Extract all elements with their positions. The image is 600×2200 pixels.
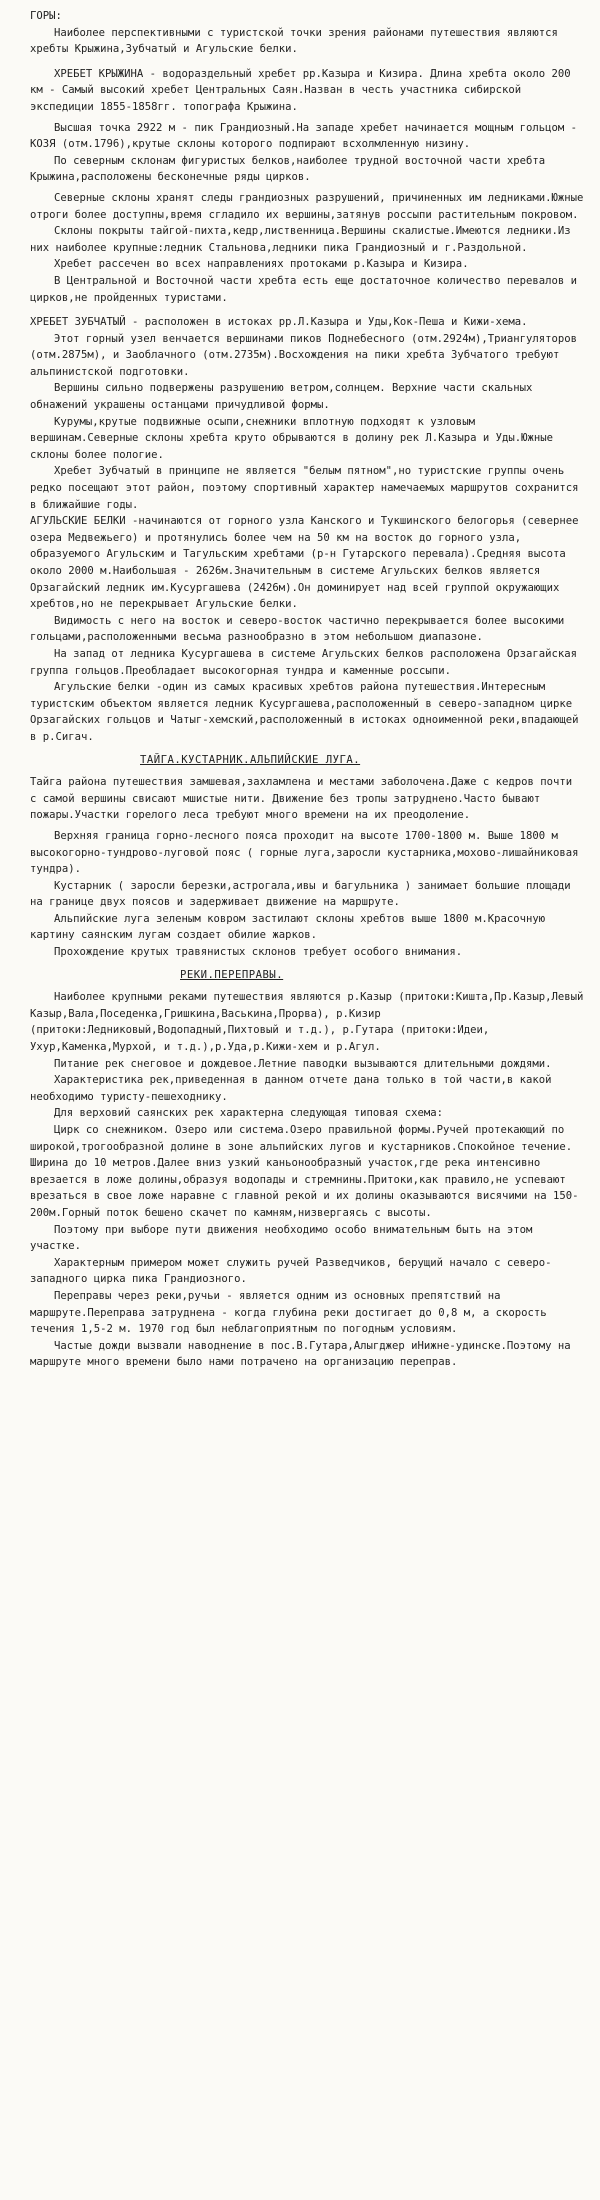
section-title-reki: РЕКИ.ПЕРЕПРАВЫ. xyxy=(180,968,284,981)
reki-paragraph-8: Переправы через реки,ручьи - является одним из основных препятствий на маршруте.Переправа затруднена - когда глубина реки достигает до 0,8 м, а скорость течения 1,5-2 м. 1970 год был неблагоприятным по погодным условиям. xyxy=(30,1289,547,1336)
taiga-paragraph-2: Верхняя граница горно-лесного пояса проходит на высоте 1700-1800 м. Выше 1800 м высокогорно-тундрово-луговой пояс ( горные луга,заросли кустарника,мохово-лишайниковая тундра). xyxy=(30,829,579,876)
kryzhin-paragraph-2: Высшая точка 2922 м - пик Грандиозный.На западе хребет начинается мощным гольцом - КОЗЯ (отм.1796),крутые склоны которого подпирают всхолмленную низину. xyxy=(30,121,577,151)
taiga-paragraph-4: Альпийские луга зеленым ковром застилают склоны хребтов выше 1800 м.Красочную картину саянским лугам создает обилие жарков. xyxy=(30,912,546,942)
kryzhin-paragraph-5: Склоны покрыты тайгой-пихта,кедр,лиственница.Вершины скалистые.Имеются ледники.Из них наиболее крупные:ледник Стальнова,ледники пика Грандиозный и г.Раздольной. xyxy=(30,225,571,254)
reki-paragraph-7: Характерным примером может служить ручей Разведчиков, берущий начало с северо-западного цирка пика Грандиозного. xyxy=(30,1256,552,1286)
zubchaty-paragraph-4: Курумы,крутые подвижные осыпи,снежники вплотную подходят к узловым вершинам.Северные склоны хребта круто обрываются в долину рек Л.Казыра и Уды.Южные склоны более пологие. xyxy=(30,415,553,461)
kryzhin-paragraph-3: По северным склонам фигуристых белков,наиболее трудной восточной части хребта Крыжина,расположены бесконечные ряды цирков. xyxy=(30,154,546,184)
kryzhin-paragraph-4: Северные склоны хранят следы грандиозных разрушений, причиненных им ледниками.Южные отроги более доступны,время сгладило их вершины,затянув россыпи растительным покровом. xyxy=(30,191,584,221)
taiga-paragraph-5: Прохождение крутых травянистых склонов требует особого внимания. xyxy=(54,946,463,959)
reki-paragraph-2: Питание рек снеговое и дождевое.Летние паводки вызываются длительными дождями. xyxy=(54,1057,552,1070)
zubchaty-paragraph-2: Этот горный узел венчается вершинами пиков Поднебесного (отм.2924м),Триангуляторов (отм.2875м), и Заоблачного (отм.2735м).Восхождения на пики хребта Зубчатого требуют альпинистской подготовки. xyxy=(30,332,577,378)
agulskie-paragraph-4: Агульские белки -один из самых красивых хребтов района путешествия.Интересным туристским объектом является ледник Кусургашева,расположенный в северо-западном цирке Орзагайских гольцов и Чатыг-хемский,расположенный в истоках одноименной реки,впадающей в р.Сигач. xyxy=(30,681,579,743)
reki-paragraph-5: Цирк со снежником. Озеро или система.Озеро правильной формы.Ручей протекающий по широкой,трогообразной долине в зоне альпийских лугов и кустарников.Спокойное течение. Ширина до 10 метров.Далее вниз узкий каньонообразный участок,где река интенсивно врезается в ложе долины,образуя водопады и стремнины.Притоки,как правило,не успевают врезаться в свое ложе наравне с главной рекой и их долины оказываются висячими на 150-200м.Горный поток бешено скачет по камням,низвергаясь с высоты. xyxy=(30,1124,579,1219)
reki-paragraph-3: Характеристика рек,приведенная в данном отчете дана только в той части,в какой необходимо туристу-пешеходнику. xyxy=(30,1074,552,1103)
reki-paragraph-9: Частые дожди вызвали наводнение в пос.В.Гутара,Алыгджер иНижне-удинске.Поэтому на маршруте много времени было нами потрачено на организацию переправ. xyxy=(30,1339,571,1369)
zubchaty-paragraph-3: Вершины сильно подвержены разрушению ветром,солнцем. Верхние части скальных обнажений украшены останцами причудливой формы. xyxy=(30,382,533,412)
taiga-paragraph-1: Тайга района путешествия замшевая,захламлена и местами заболочена.Даже с кедров почти с самой вершины свисают мшистые нити. Движение без тропы затруднено.Часто бывают пожары.Участки горелого леса требуют много времени на их преодоление. xyxy=(30,776,573,822)
reki-paragraph-6: Поэтому при выборе пути движения необходимо особо внимательным быть на этом участке. xyxy=(30,1223,533,1253)
agulskie-paragraph-3: На запад от ледника Кусургашева в системе Агульских белков расположена Орзагайская группа гольцов.Преобладает высокогорная тундра и каменные россыпи. xyxy=(30,647,577,677)
kryzhin-paragraph-7: В Центральной и Восточной части хребта есть еще достаточное количество перевалов и цирков,не пройденных туристами. xyxy=(30,274,577,304)
reki-paragraph-4: Для верховий саянских рек характерна следующая типовая схема: xyxy=(54,1107,444,1120)
zubchaty-paragraph-5: Хребет Зубчатый в принципе не является "белым пятном",но туристские группы очень редко посещают этот район, поэтому спортивный характер намечаемых маршрутов сохранится в ближайшие годы. xyxy=(30,465,579,511)
kryzhin-paragraph-6: Хребет рассечен во всех направлениях протоками р.Казыра и Кизира. xyxy=(54,258,469,271)
kryzhin-paragraph-1: ХРЕБЕТ КРЫЖИНА - водораздельный хребет рр.Казыра и Кизира. Длина хребта около 200 км - Самый высокий хребет Центральных Саян.Назван в честь участника сибирской экспедиции 1855-1858гг. топографа Крыжина. xyxy=(30,67,571,113)
taiga-paragraph-3: Кустарник ( заросли березки,астрогала,ивы и багульника ) занимает большие площади на границе двух поясов и задерживает движение на маршруте. xyxy=(30,879,571,909)
section-title-taiga: ТАЙГА.КУСТАРНИК.АЛЬПИЙСКИЕ ЛУГА. xyxy=(140,753,361,766)
agulskie-paragraph-2: Видимость с него на восток и северо-восток частично перекрывается более высокими гольцами,расположенными весьма разнообразно в этом небольшом диапазоне. xyxy=(30,614,565,644)
intro-paragraph: Наиболее перспективными с туристской точки зрения районами путешествия являются хребты Крыжина,Зубчатый и Агульские белки. xyxy=(30,26,558,56)
zubchaty-paragraph-1: ХРЕБЕТ ЗУБЧАТЫЙ - расположен в истоках рр.Л.Казыра и Уды,Кок-Пеша и Кижи-хема. xyxy=(30,316,528,329)
reki-paragraph-1: Наиболее крупными реками путешествия являются р.Казыр (притоки:Кишта,Пр.Казыр,Левый Казыр,Вала,Поседенка,Гришкина,Васькина,Прорва), р.Кизир (притоки:Ледниковый,Водопадный,Пихтовый и т.д.), р.Гутара (притоки:Идеи, Ухур,Каменка,Мурхой, и т.д.),р.Уда,р.Кижи-хем и р.Агул. xyxy=(30,991,584,1054)
section-label-gory: ГОРЫ: xyxy=(30,10,62,22)
agulskie-paragraph-1: АГУЛЬСКИЕ БЕЛКИ -начинаются от горного узла Канского и Тукшинского белогорья (севернее озера Медвежьего) и протянулись более чем на 50 км на восток до горного узла, образуемого Агульским и Тагульским хребтами (р-н Гутарского перевала).Средняя высота около 2000 м.Наибольшая - 2626м.Значительным в системе Агульских белков является Орзагайский ледник им.Кусургашева (2426м).Он доминирует над всей группой окружающих хребтов,но не перекрывает Агульские белки. xyxy=(30,515,579,611)
